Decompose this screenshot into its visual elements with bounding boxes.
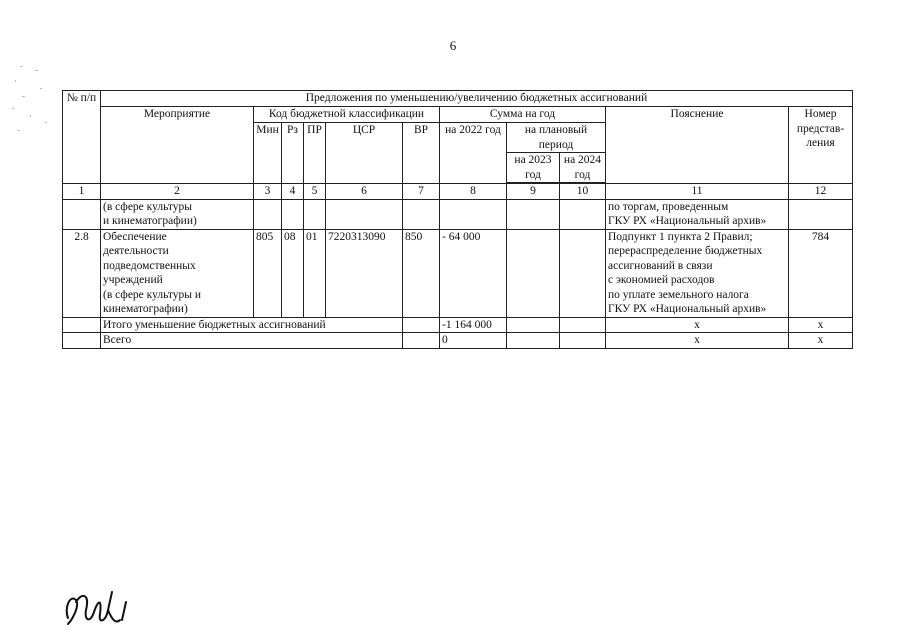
header-y2024: на 2024 год: [560, 153, 606, 183]
row-event: (в сфере культуры и кинематографии): [101, 199, 254, 229]
header-y2022: на 2022 год: [440, 123, 507, 184]
row-y2022: [440, 199, 507, 229]
colnum-6: 6: [326, 184, 403, 200]
colnum-11: 11: [606, 184, 789, 200]
row-pr: [304, 199, 326, 229]
row-y2023: [507, 199, 560, 229]
row-submission-no: 784: [789, 229, 853, 317]
table-row: [63, 199, 853, 229]
row-event: Обеспечение деятельности подведомственных учреждений (в сфере культуры и кинематографии): [101, 229, 254, 317]
row-explanation: Подпункт 1 пункта 2 Правил; перераспределение бюджетных ассигнований в связи с экономией расходов по уплате земельного налога ГКУ РХ «Национальный архив»: [606, 229, 789, 317]
header-planned: на плановый период: [507, 123, 606, 153]
row-y2023: [507, 229, 560, 317]
total-decrease-explanation: х: [606, 317, 789, 333]
header-event: Мероприятие: [101, 107, 254, 184]
header-vr: ВР: [403, 123, 440, 184]
row-submission-no: [789, 199, 853, 229]
total-row: [63, 333, 853, 349]
row-rz: [282, 199, 304, 229]
row-num: 2.8: [63, 229, 101, 317]
table-row: [63, 229, 853, 317]
budget-table: [62, 90, 853, 349]
row-num: [63, 199, 101, 229]
total-decrease-submission-no: х: [789, 317, 853, 333]
row-csr: 7220313090: [326, 229, 403, 317]
colnum-4: 4: [282, 184, 304, 200]
header-explanation: Пояснение: [606, 107, 789, 184]
page-number: 6: [449, 38, 457, 53]
row-pr: 01: [304, 229, 326, 317]
total-decrease-row: [63, 317, 853, 333]
colnum-8: 8: [440, 184, 507, 200]
row-min: 805: [254, 229, 282, 317]
header-sum-group: Сумма на год: [440, 107, 606, 123]
header-top-title: Предложения по уменьшению/увеличению бюджетных ассигнований: [101, 91, 853, 107]
header-pr: ПР: [304, 123, 326, 184]
total-explanation: х: [606, 333, 789, 349]
handwritten-signature: [60, 580, 150, 630]
total-y2022: 0: [440, 333, 507, 349]
header-rz: Рз: [282, 123, 304, 184]
colnum-1: 1: [63, 184, 101, 200]
colnum-12: 12: [789, 184, 853, 200]
row-vr: 850: [403, 229, 440, 317]
row-y2024: [560, 229, 606, 317]
header-bk-group: Код бюджетной классификации: [254, 107, 440, 123]
colnum-9: 9: [507, 184, 560, 200]
colnum-10: 10: [560, 184, 606, 200]
scan-artifact: [0, 60, 60, 140]
row-rz: 08: [282, 229, 304, 317]
total-decrease-y2022: -1 164 000: [440, 317, 507, 333]
colnum-2: 2: [101, 184, 254, 200]
row-explanation: по торгам, проведенным ГКУ РХ «Национальный архив»: [606, 199, 789, 229]
row-y2022: - 64 000: [440, 229, 507, 317]
colnum-3: 3: [254, 184, 282, 200]
row-csr: [326, 199, 403, 229]
row-y2024: [560, 199, 606, 229]
colnum-7: 7: [403, 184, 440, 200]
header-y2023: на 2023 год: [507, 153, 560, 183]
total-decrease-label: Итого уменьшение бюджетных ассигнований: [101, 317, 403, 333]
header-min: Мин: [254, 123, 282, 184]
header-num: № п/п: [63, 91, 101, 184]
header-submission-no: Номер представ-ления: [789, 107, 853, 184]
header-csr: ЦСР: [326, 123, 403, 184]
total-label: Всего: [101, 333, 403, 349]
row-vr: [403, 199, 440, 229]
colnum-5: 5: [304, 184, 326, 200]
total-submission-no: х: [789, 333, 853, 349]
row-min: [254, 199, 282, 229]
